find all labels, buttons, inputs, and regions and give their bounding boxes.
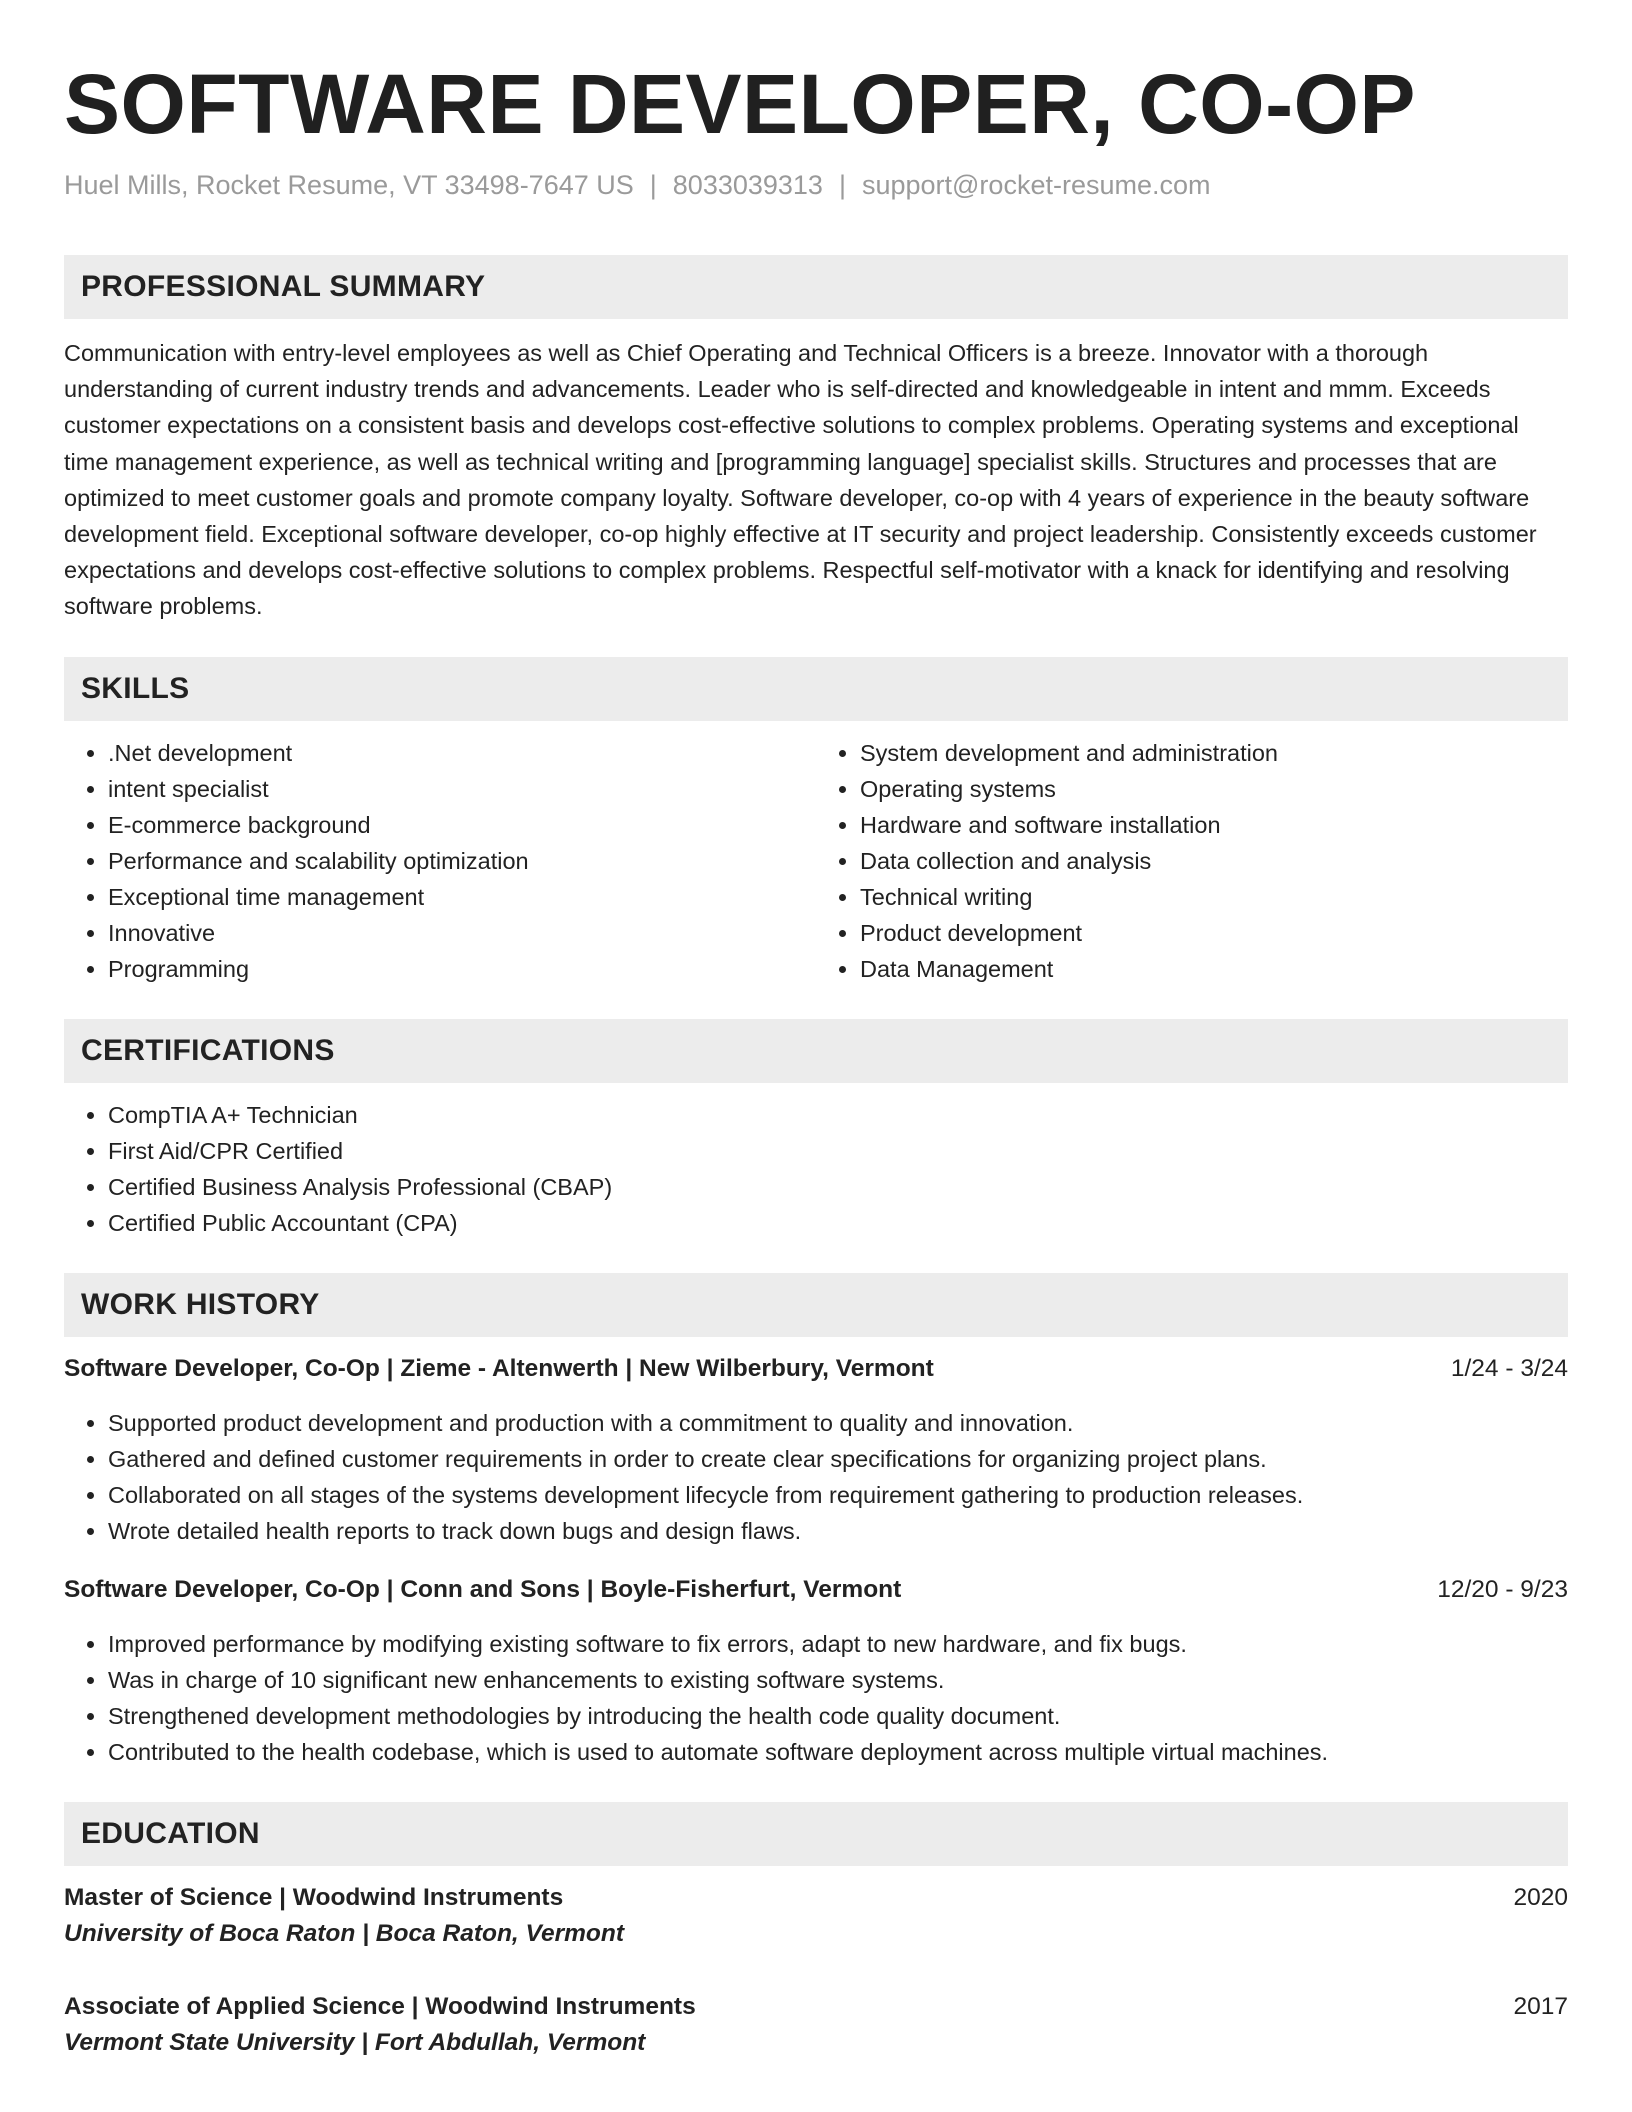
- contact-separator: |: [649, 170, 657, 200]
- skill-item: • E-commerce background: [108, 807, 816, 843]
- education-header: [64, 1880, 1568, 1916]
- job-bullet: • Collaborated on all stages of the systems development lifecycle from requirement gathering to production releases.: [108, 1477, 1568, 1513]
- contact-email: support@rocket-resume.com: [861, 170, 1211, 200]
- job-bullet: • Gathered and defined customer requirements in order to create clear specifications for organizing project plans.: [108, 1441, 1568, 1477]
- job-title: Software Developer, Co-Op | Zieme - Altenwerth | New Wilberbury, Vermont: [64, 1354, 934, 1382]
- skill-item: • Performance and scalability optimization: [108, 843, 816, 879]
- contact-phone: 8033039313: [672, 170, 823, 200]
- certification-item: • First Aid/CPR Certified: [108, 1133, 1568, 1169]
- certification-item: • Certified Business Analysis Professional (CBAP): [108, 1169, 1568, 1205]
- job-bullets: [64, 1405, 1568, 1549]
- skills-heading: SKILLS: [64, 657, 1568, 721]
- job-header: [64, 1351, 1568, 1387]
- skill-item: • Programming: [108, 951, 816, 987]
- job-bullets: [64, 1626, 1568, 1770]
- summary-heading: PROFESSIONAL SUMMARY: [64, 255, 1568, 319]
- job-bullet: • Contributed to the health codebase, which is used to automate software deployment across multiple virtual machines.: [108, 1734, 1568, 1770]
- contact-address: Huel Mills, Rocket Resume, VT 33498-7647 US: [64, 170, 634, 200]
- contact-separator: |: [838, 170, 846, 200]
- skill-item: • Data collection and analysis: [860, 843, 1568, 879]
- job-dates: 12/20 - 9/23: [1437, 1575, 1568, 1603]
- education-year: 2017: [1513, 1992, 1568, 2020]
- education-year: 2020: [1513, 1883, 1568, 1911]
- job-bullet: • Supported product development and production with a commitment to quality and innovation.: [108, 1405, 1568, 1441]
- candidate-name: SOFTWARE DEVELOPER, CO-OP: [64, 57, 1416, 151]
- education-school: University of Boca Raton | Boca Raton, Vermont: [64, 1919, 625, 1947]
- education-degree: Master of Science | Woodwind Instruments: [64, 1883, 564, 1911]
- education-heading: EDUCATION: [64, 1802, 1568, 1866]
- skill-item: • Exceptional time management: [108, 879, 816, 915]
- job-bullet: • Improved performance by modifying existing software to fix errors, adapt to new hardware, and fix bugs.: [108, 1626, 1568, 1662]
- skill-item: • Technical writing: [860, 879, 1568, 915]
- summary-text: Communication with entry-level employees as well as Chief Operating and Technical Officers is a breeze. Innovator with a thorough understanding of current industry trends and advancements. Leader who is self-directed and knowledgeable in intent and mmm. Exceeds customer expectations on a consistent basis and develops cost-effective solutions to complex problems. Operating systems and exceptional time management experience, as well as technical writing and [programming language] specialist skills. Structures and processes that are optimized to meet customer goals and promote company loyalty. Software developer, co-op with 4 years of experience in the beauty software development field. Exceptional software developer, co-op highly effective at IT security and project leadership. Consistently exceeds customer expectations and develops cost-effective solutions to complex problems. Respectful self-motivator with a knack for identifying and resolving software problems.: [64, 340, 1537, 620]
- skill-item: • Innovative: [108, 915, 816, 951]
- education-school: Vermont State University | Fort Abdullah, Vermont: [64, 2028, 646, 2056]
- job-bullet: • Wrote detailed health reports to track down bugs and design flaws.: [108, 1513, 1568, 1549]
- skill-item: • Operating systems: [860, 771, 1568, 807]
- education-entry: [64, 1989, 1568, 2061]
- skills-list-left: [64, 735, 816, 987]
- skills-list-right: [816, 735, 1568, 987]
- education-entry: [64, 1880, 1568, 1952]
- education-degree: Associate of Applied Science | Woodwind Instruments: [64, 1992, 696, 2020]
- skills-grid: [64, 721, 1568, 987]
- skill-item: • intent specialist: [108, 771, 816, 807]
- certifications-heading: CERTIFICATIONS: [64, 1019, 1568, 1083]
- job-bullet: • Strengthened development methodologies by introducing the health code quality document.: [108, 1698, 1568, 1734]
- skill-item: • Product development: [860, 915, 1568, 951]
- skill-item: • .Net development: [108, 735, 816, 771]
- contact-line: [64, 168, 1568, 202]
- job-bullet: • Was in charge of 10 significant new enhancements to existing software systems.: [108, 1662, 1568, 1698]
- job-title: Software Developer, Co-Op | Conn and Sons | Boyle-Fisherfurt, Vermont: [64, 1575, 902, 1603]
- certification-item: • CompTIA A+ Technician: [108, 1097, 1568, 1133]
- job-dates: 1/24 - 3/24: [1450, 1354, 1568, 1382]
- education-header: [64, 1989, 1568, 2025]
- job-header: [64, 1572, 1568, 1608]
- skill-item: • Hardware and software installation: [860, 807, 1568, 843]
- work-history-heading: WORK HISTORY: [64, 1273, 1568, 1337]
- job-entry: [64, 1351, 1568, 1549]
- certification-item: • Certified Public Accountant (CPA): [108, 1205, 1568, 1241]
- job-entry: [64, 1572, 1568, 1770]
- certifications-list: [64, 1097, 1568, 1241]
- skill-item: • Data Management: [860, 951, 1568, 987]
- skill-item: • System development and administration: [860, 735, 1568, 771]
